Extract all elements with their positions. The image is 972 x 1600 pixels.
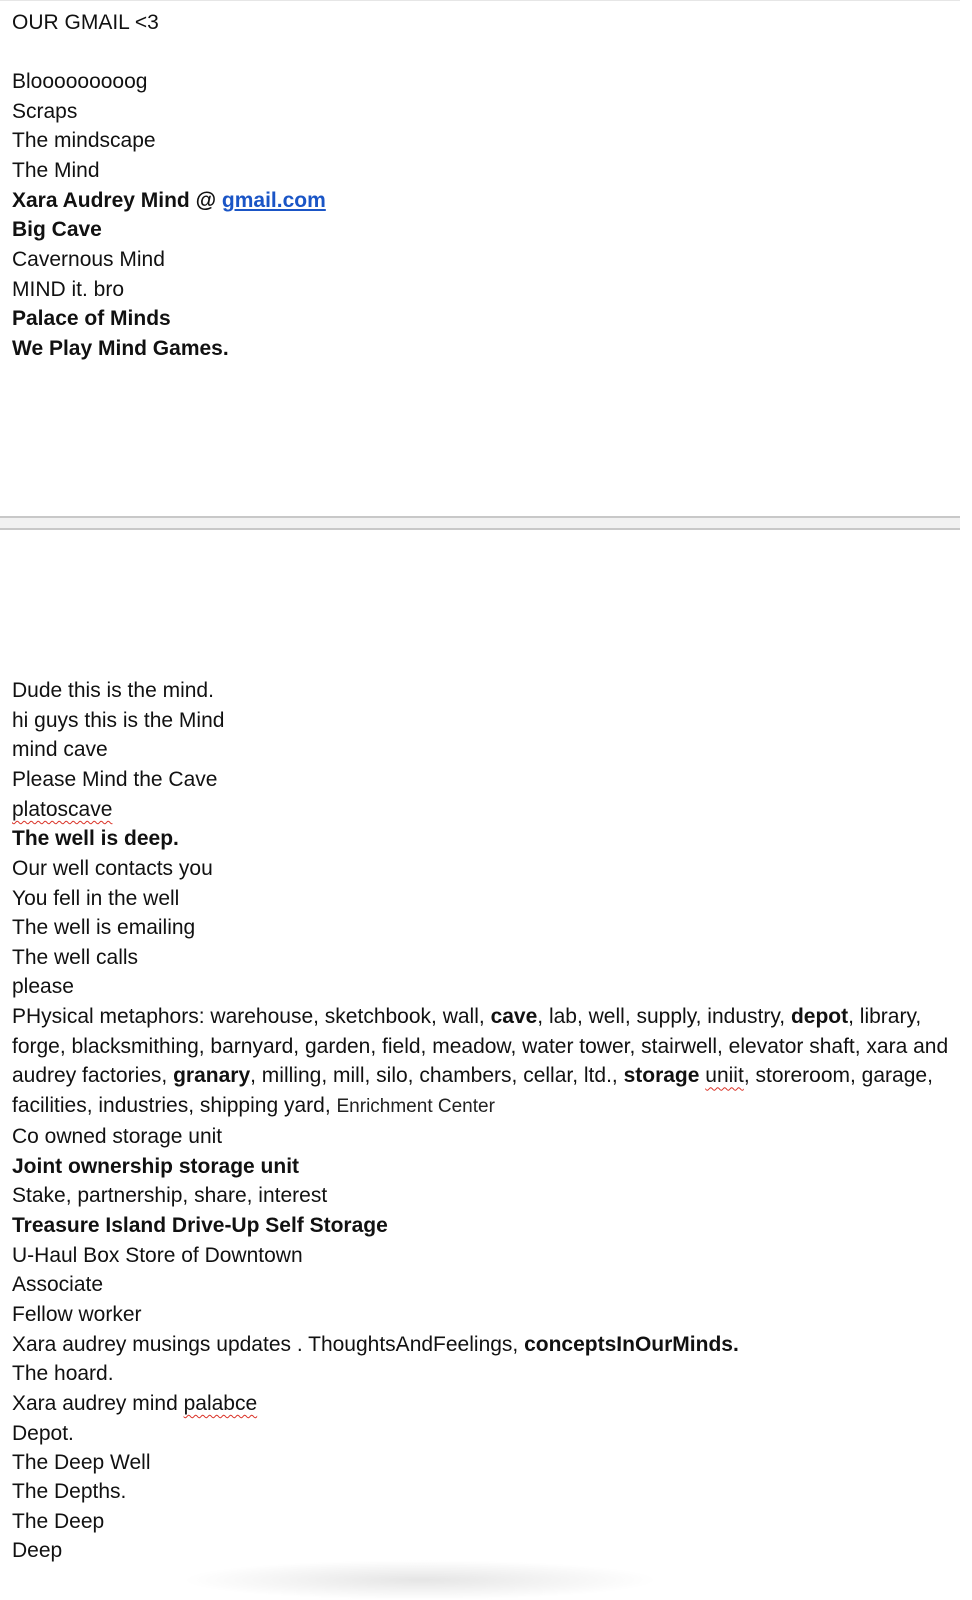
musings-bold: conceptsInOurMinds. [524, 1333, 739, 1356]
metaphor-text: , lab, well, supply, industry, [537, 1005, 791, 1028]
doc-line [12, 1389, 257, 1419]
doc-line: U-Haul Box Store of Downtown [12, 1244, 303, 1267]
metaphor-text: PHysical metaphors: warehouse, sketchbook, wall, [12, 1005, 491, 1028]
doc-line: The Mind [12, 159, 100, 182]
misspelled-word[interactable]: platoscave [12, 798, 113, 821]
doc-line-musings [12, 1330, 739, 1360]
doc-line: The hoard. [12, 1362, 114, 1385]
doc-line: Dude this is the mind. [12, 679, 214, 702]
doc-line: hi guys this is the Mind [12, 709, 225, 732]
email-name-text: Xara Audrey Mind @ [12, 189, 222, 212]
doc-line: The mindscape [12, 129, 156, 152]
doc-line: The well is emailing [12, 916, 196, 939]
doc-line: Associate [12, 1273, 104, 1296]
misspelled-word[interactable]: palabce [183, 1392, 258, 1415]
misspelled-word[interactable]: uniit [705, 1064, 744, 1088]
physical-metaphors-paragraph [12, 1002, 958, 1122]
doc-line: Blooooooooog [12, 70, 148, 93]
metaphor-text: , milling, mill, silo, chambers, cellar, ltd., [250, 1064, 624, 1088]
doc-line: The well is deep. [12, 827, 179, 850]
doc-line: please [12, 975, 74, 998]
metaphor-bold: depot [790, 1005, 849, 1028]
doc-line: Scraps [12, 100, 78, 123]
metaphor-text: , library, forge, blacksmithing, barnyard, garden, field, meadow, water tower, stairwell, elevator shaft, xara and audrey factories, [12, 1005, 949, 1088]
musings-text: Xara audrey musings updates . ThoughtsAndFeelings, [12, 1333, 525, 1356]
metaphor-text: , storeroom, garage, facilities, industries, shipping yard, [12, 1064, 933, 1118]
metaphor-bold: storage [623, 1064, 700, 1088]
doc-line: The Depths. [12, 1480, 127, 1503]
doc-line: Stake, partnership, share, interest [12, 1184, 328, 1207]
doc-line: We Play Mind Games. [12, 337, 229, 360]
document-page-1 [0, 0, 960, 517]
doc-line: Palace of Minds [12, 307, 171, 330]
doc-line: OUR GMAIL <3 [12, 11, 159, 34]
doc-line: Co owned storage unit [12, 1125, 223, 1148]
doc-line: Depot. [12, 1422, 74, 1445]
bottom-shadow [180, 1560, 660, 1600]
doc-line: mind cave [12, 738, 108, 761]
document-page-2 [0, 530, 960, 1588]
doc-line: Our well contacts you [12, 857, 213, 880]
doc-line: The well calls [12, 946, 139, 969]
doc-line: You fell in the well [12, 887, 180, 910]
doc-line: The Deep [12, 1510, 105, 1533]
metaphor-small-text: Enrichment Center [336, 1096, 495, 1118]
doc-line: Treasure Island Drive-Up Self Storage [12, 1214, 388, 1237]
gmail-link[interactable]: gmail.com [221, 189, 326, 212]
metaphor-bold: granary [173, 1064, 251, 1088]
page-break [0, 516, 960, 530]
metaphor-bold: cave [490, 1005, 538, 1028]
line-text: Xara audrey mind [12, 1392, 184, 1415]
doc-line: Cavernous Mind [12, 248, 165, 271]
doc-line: The Deep Well [12, 1451, 151, 1474]
doc-line: Please Mind the Cave [12, 768, 218, 791]
doc-line [12, 795, 112, 825]
doc-line: Deep [12, 1539, 63, 1562]
doc-line: Fellow worker [12, 1303, 142, 1326]
doc-line: MIND it. bro [12, 278, 125, 301]
doc-line: Joint ownership storage unit [12, 1155, 300, 1178]
doc-line-email [12, 186, 326, 216]
doc-line: Big Cave [12, 218, 102, 241]
